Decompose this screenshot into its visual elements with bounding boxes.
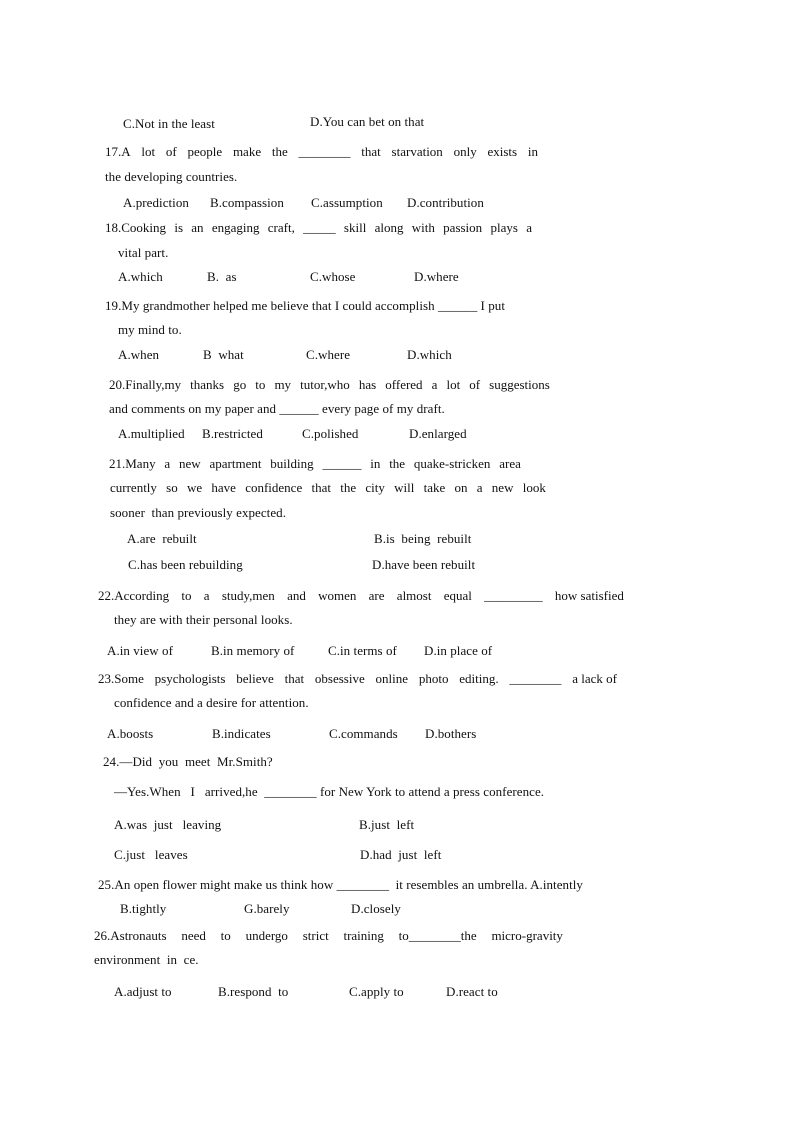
stem-word: my	[274, 377, 292, 392]
q21-option-c: C.has been rebuilding	[128, 557, 243, 572]
stem-word: a lack of	[572, 671, 617, 686]
stem-word: micro-gravity	[491, 928, 563, 943]
stem-word: strict	[302, 928, 329, 943]
q24-option-c: C.just leaves	[114, 847, 188, 862]
stem-word: make	[232, 144, 262, 159]
stem-word: of	[165, 144, 177, 159]
q23-option-a: A.boosts	[107, 726, 154, 741]
q26-option-b: B.respond to	[218, 984, 289, 999]
q20-option-a: A.multiplied	[118, 426, 185, 441]
stem-word: new	[179, 456, 201, 471]
q26-option-c: C.apply to	[349, 984, 404, 999]
stem-word: are	[368, 588, 385, 603]
q26-option-a: A.adjust to	[114, 984, 172, 999]
q20-stem-cont: and comments on my paper and ______ every page of my draft.	[109, 401, 445, 416]
q16-option-d: D.You can bet on that	[310, 114, 425, 129]
stem-word: photo	[418, 671, 449, 686]
stem-word: so	[166, 480, 178, 495]
stem-word: city	[365, 480, 385, 495]
q22-stem	[98, 588, 624, 604]
q19-option-a: A.when	[118, 347, 160, 362]
q18-option-c: C.whose	[310, 269, 356, 284]
stem-word: study,men	[221, 588, 275, 603]
stem-word: a	[164, 456, 171, 471]
stem-word: go	[233, 377, 247, 392]
stem-word: undergo	[245, 928, 288, 943]
q26-stem-cont: environment in ce.	[94, 952, 199, 967]
stem-word: _________	[484, 588, 543, 603]
stem-word: plays	[490, 220, 518, 235]
stem-word: to	[220, 928, 231, 943]
q18-stem-cont: vital part.	[118, 245, 169, 260]
q20-stem	[109, 377, 550, 393]
q24-stem: 24.—Did you meet Mr.Smith?	[103, 754, 273, 769]
stem-word: _____	[303, 220, 336, 235]
q24-option-b: B.just left	[359, 817, 415, 832]
q19-stem: 19.My grandmother helped me believe that I could accomplish ______ I put	[105, 298, 505, 313]
q25-option-b: B.tightly	[120, 901, 167, 916]
stem-word: to	[255, 377, 266, 392]
q21-option-a: A.are rebuilt	[127, 531, 197, 546]
stem-word: only	[453, 144, 477, 159]
stem-word: in	[527, 144, 538, 159]
q18-option-a: A.which	[118, 269, 163, 284]
stem-word: apartment	[209, 456, 262, 471]
q19-option-c: C.where	[306, 347, 351, 362]
stem-word: the	[271, 144, 288, 159]
q24-stem-cont: —Yes.When I arrived,he ________ for New York to attend a press conference.	[114, 784, 545, 799]
stem-word: we	[186, 480, 203, 495]
q21-stem-cont	[110, 480, 546, 496]
stem-word: thanks	[190, 377, 225, 392]
q22-option-b: B.in memory of	[211, 643, 295, 658]
q21-stem-cont2: sooner than previously expected.	[110, 505, 287, 520]
q20-option-c: C.polished	[302, 426, 359, 441]
stem-word: online	[375, 671, 409, 686]
stem-word: believe	[236, 671, 274, 686]
stem-word: 20.Finally,my	[109, 377, 182, 392]
stem-word: 18.Cooking	[105, 220, 167, 235]
q19-stem-cont: my mind to.	[118, 322, 182, 337]
q24-option-d: D.had just left	[360, 847, 442, 862]
q21-stem	[109, 456, 521, 472]
q18-option-b: B. as	[207, 269, 237, 284]
stem-word: obsessive	[314, 671, 365, 686]
stem-word: 17.A	[105, 144, 131, 159]
q23-option-b: B.indicates	[212, 726, 271, 741]
q19-option-d: D.which	[407, 347, 452, 362]
stem-word: that	[284, 671, 305, 686]
stem-word: a	[476, 480, 483, 495]
stem-word: building	[270, 456, 314, 471]
q25-option-d: D.closely	[351, 901, 401, 916]
q23-option-d: D.bothers	[425, 726, 477, 741]
stem-word: new	[491, 480, 514, 495]
q25-stem: 25.An open flower might make us think how ________ it resembles an umbrella. A.intently	[98, 877, 583, 892]
stem-word: is	[174, 220, 183, 235]
stem-word: passion	[443, 220, 483, 235]
stem-word: to________the	[398, 928, 477, 943]
stem-word: lot	[446, 377, 461, 392]
q24-option-a: A.was just leaving	[114, 817, 222, 832]
q22-option-c: C.in terms of	[328, 643, 397, 658]
stem-word: ________	[298, 144, 351, 159]
stem-word: 23.Some	[98, 671, 144, 686]
stem-word: ______	[322, 456, 362, 471]
q22-option-a: A.in view of	[107, 643, 173, 658]
q21-option-b: B.is being rebuilt	[374, 531, 472, 546]
stem-word: suggestions	[489, 377, 550, 392]
q17-option-c: C.assumption	[311, 195, 383, 210]
q16-option-c: C.Not in the least	[123, 116, 215, 131]
stem-word: 26.Astronauts	[94, 928, 167, 943]
stem-word: in	[370, 456, 381, 471]
q17-option-b: B.compassion	[210, 195, 284, 210]
stem-word: offered	[385, 377, 423, 392]
stem-word: psychologists	[154, 671, 226, 686]
q21-option-d: D.have been rebuilt	[372, 557, 476, 572]
stem-word: 21.Many	[109, 456, 156, 471]
stem-word: that	[361, 144, 381, 159]
q20-option-b: B.restricted	[202, 426, 263, 441]
q17-option-d: D.contribution	[407, 195, 484, 210]
stem-word: to	[181, 588, 192, 603]
q17-stem-cont: the developing countries.	[105, 169, 238, 184]
stem-word: skill	[343, 220, 367, 235]
stem-word: equal	[443, 588, 472, 603]
stem-word: currently	[110, 480, 157, 495]
stem-word: tutor,who	[300, 377, 350, 392]
stem-word: women	[318, 588, 357, 603]
stem-word: have	[211, 480, 236, 495]
stem-word: will	[394, 480, 415, 495]
stem-word: training	[343, 928, 384, 943]
q23-stem	[98, 671, 617, 687]
stem-word: and	[287, 588, 306, 603]
q20-option-d: D.enlarged	[409, 426, 467, 441]
stem-word: a	[526, 220, 532, 235]
stem-word: need	[181, 928, 206, 943]
stem-word: confidence	[245, 480, 303, 495]
stem-word: with	[411, 220, 435, 235]
stem-word: editing.	[459, 671, 499, 686]
stem-word: starvation	[391, 144, 443, 159]
q26-stem	[94, 928, 563, 944]
stem-word: a	[431, 377, 438, 392]
stem-word: take	[423, 480, 446, 495]
stem-word: people	[187, 144, 223, 159]
stem-word: an	[191, 220, 204, 235]
stem-word: area	[499, 456, 521, 471]
q22-option-d: D.in place of	[424, 643, 493, 658]
stem-word: ________	[509, 671, 562, 686]
stem-word: 22.According	[98, 588, 170, 603]
stem-word: almost	[396, 588, 432, 603]
q18-option-d: D.where	[414, 269, 459, 284]
stem-word: look	[522, 480, 546, 495]
stem-word: that	[311, 480, 331, 495]
q19-option-b: B what	[203, 347, 244, 362]
q23-stem-cont: confidence and a desire for attention.	[114, 695, 309, 710]
q26-option-d: D.react to	[446, 984, 498, 999]
q18-stem	[105, 220, 532, 236]
stem-word: has	[358, 377, 377, 392]
stem-word: of	[469, 377, 481, 392]
stem-word: a	[203, 588, 210, 603]
stem-word: the	[389, 456, 406, 471]
stem-word: lot	[141, 144, 156, 159]
q25-option-c: G.barely	[244, 901, 290, 916]
q17-option-a: A.prediction	[123, 195, 189, 210]
stem-word: exists	[487, 144, 518, 159]
q17-stem	[105, 144, 538, 160]
stem-word: on	[454, 480, 468, 495]
stem-word: along	[374, 220, 404, 235]
stem-word: quake-stricken	[413, 456, 491, 471]
stem-word: how satisfied	[554, 588, 624, 603]
q22-stem-cont: they are with their personal looks.	[114, 612, 293, 627]
stem-word: craft,	[267, 220, 295, 235]
stem-word: the	[340, 480, 357, 495]
stem-word: engaging	[211, 220, 260, 235]
q23-option-c: C.commands	[329, 726, 398, 741]
